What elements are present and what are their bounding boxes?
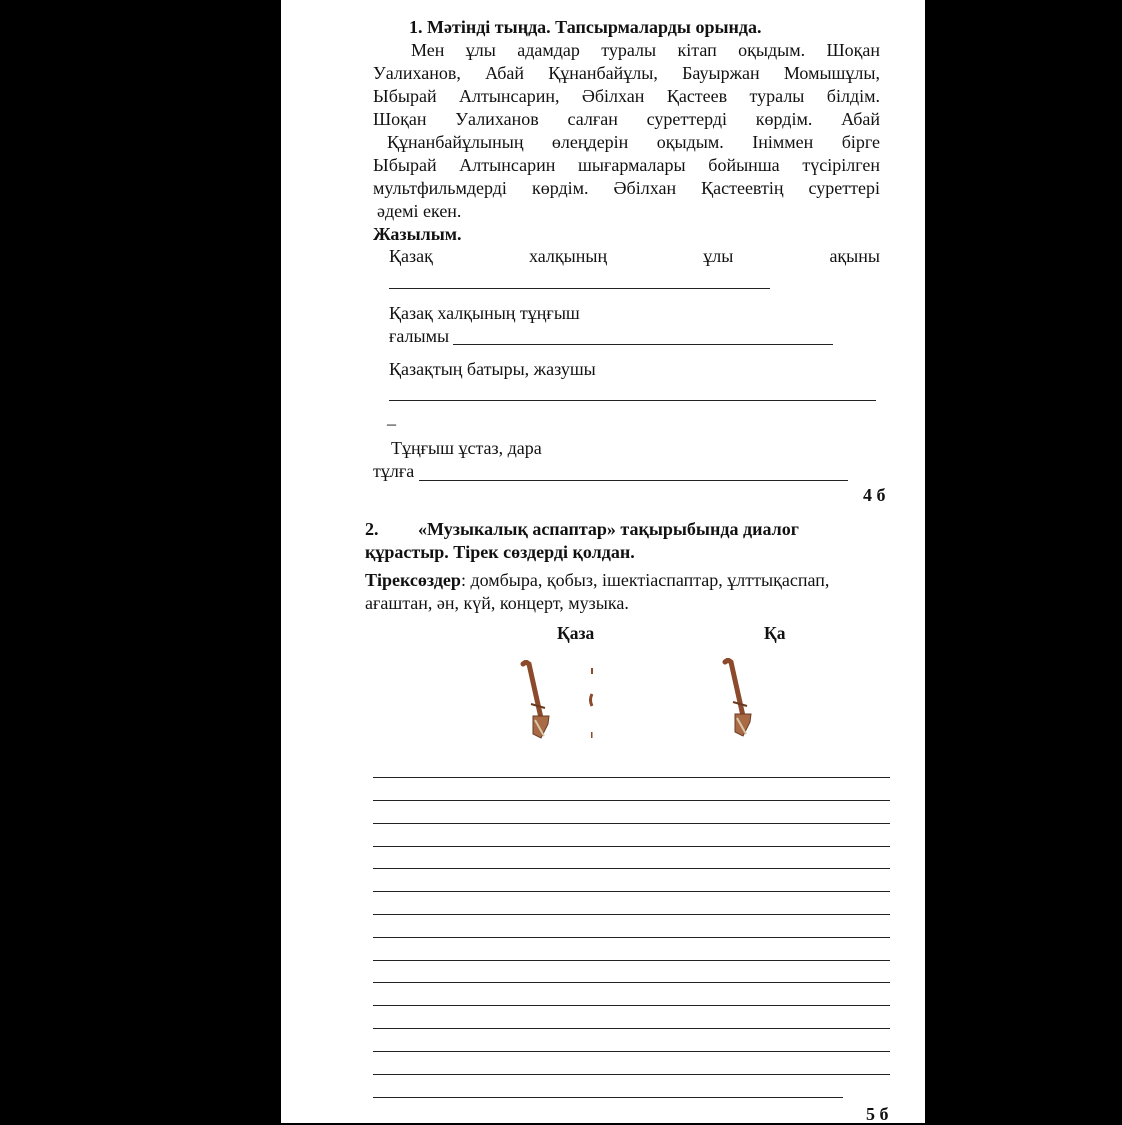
answer-line-1[interactable] [389,288,770,289]
dialog-line-3[interactable] [373,823,890,824]
answer-line-3[interactable] [389,400,876,401]
text-line-5: Құнанбайұлының өлеңдерін оқыдым. Ініммен бірге [387,132,880,152]
task2-score: 5 б [866,1104,889,1124]
dialog-line-9[interactable] [373,960,890,961]
text-line-8: әдемі екен. [377,201,462,221]
prompt-first-teacher-1: Тұңғыш ұстаз, дара [391,438,542,458]
dombyra-fragment [589,668,595,740]
dialog-line-15[interactable] [373,1097,843,1098]
dialog-line-7[interactable] [373,914,890,915]
dialog-line-13[interactable] [373,1051,890,1052]
prompt-great-poet: Қазақ халқының ұлы ақыны [389,246,880,266]
worksheet-page [281,0,925,1123]
prompt-first-teacher-2: тұлға [373,461,415,481]
dialog-line-4[interactable] [373,846,890,847]
keywords-list-1: : домбыра, қобыз, ішектіаспаптар, ұлттықаспап, [460,570,830,590]
dialog-line-1[interactable] [373,777,890,778]
dombyra-image-left [517,660,553,742]
dombyra-image-right [719,658,755,740]
dialog-line-11[interactable] [373,1005,890,1006]
caption-left: Қаза [557,623,595,643]
task2-number: 2. [365,519,379,539]
keywords-line-2: ағаштан, ән, күй, концерт, музыка. [365,593,629,613]
keywords-label: Тірексөздер [365,570,461,590]
dialog-line-2[interactable] [373,800,890,801]
keywords-line-1 [365,569,829,592]
prompt-hero-writer: Қазақтың батыры, жазушы [389,359,596,379]
dialog-line-8[interactable] [373,937,890,938]
text-line-2: Уалиханов, Абай Құнанбайұлы, Бауыржан Момышұлы, [373,63,880,83]
answer-line-4[interactable] [419,480,848,481]
answer-line-2[interactable] [453,344,833,345]
prompt-first-scientist-1: Қазақ халқының тұңғыш [389,303,580,323]
dialog-line-5[interactable] [373,868,890,869]
dialog-line-6[interactable] [373,891,890,892]
dialog-line-10[interactable] [373,982,890,983]
text-line-1: Мен ұлы адамдар туралы кітап оқыдым. Шоқан [411,40,880,60]
dialog-line-12[interactable] [373,1028,890,1029]
caption-right: Қа [764,623,786,643]
task1-score: 4 б [863,485,886,505]
task2-title-1: «Музыкалық аспаптар» тақырыбында диалог [418,519,799,539]
answer-line-3-dash: _ [387,407,396,427]
task1-title: 1. Мәтінді тыңда. Тапсырмаларды орында. [409,17,762,37]
prompt-first-scientist-2: ғалымы [389,326,450,346]
dialog-line-14[interactable] [373,1074,890,1075]
text-line-3: Ыбырай Алтынсарин, Әбілхан Қастеев туралы білдім. [373,86,880,106]
writing-heading: Жазылым. [373,224,462,244]
text-line-4: Шоқан Уалиханов салған суреттерді көрдім. Абай [373,109,880,129]
text-line-6: Ыбырай Алтынсарин шығармалары бойынша түсірілген [373,155,880,175]
text-line-7: мультфильмдерді көрдім. Әбілхан Қастеевтің суреттері [373,178,880,198]
task2-title-2: құрастыр. Тірек сөздерді қолдан. [365,542,635,562]
